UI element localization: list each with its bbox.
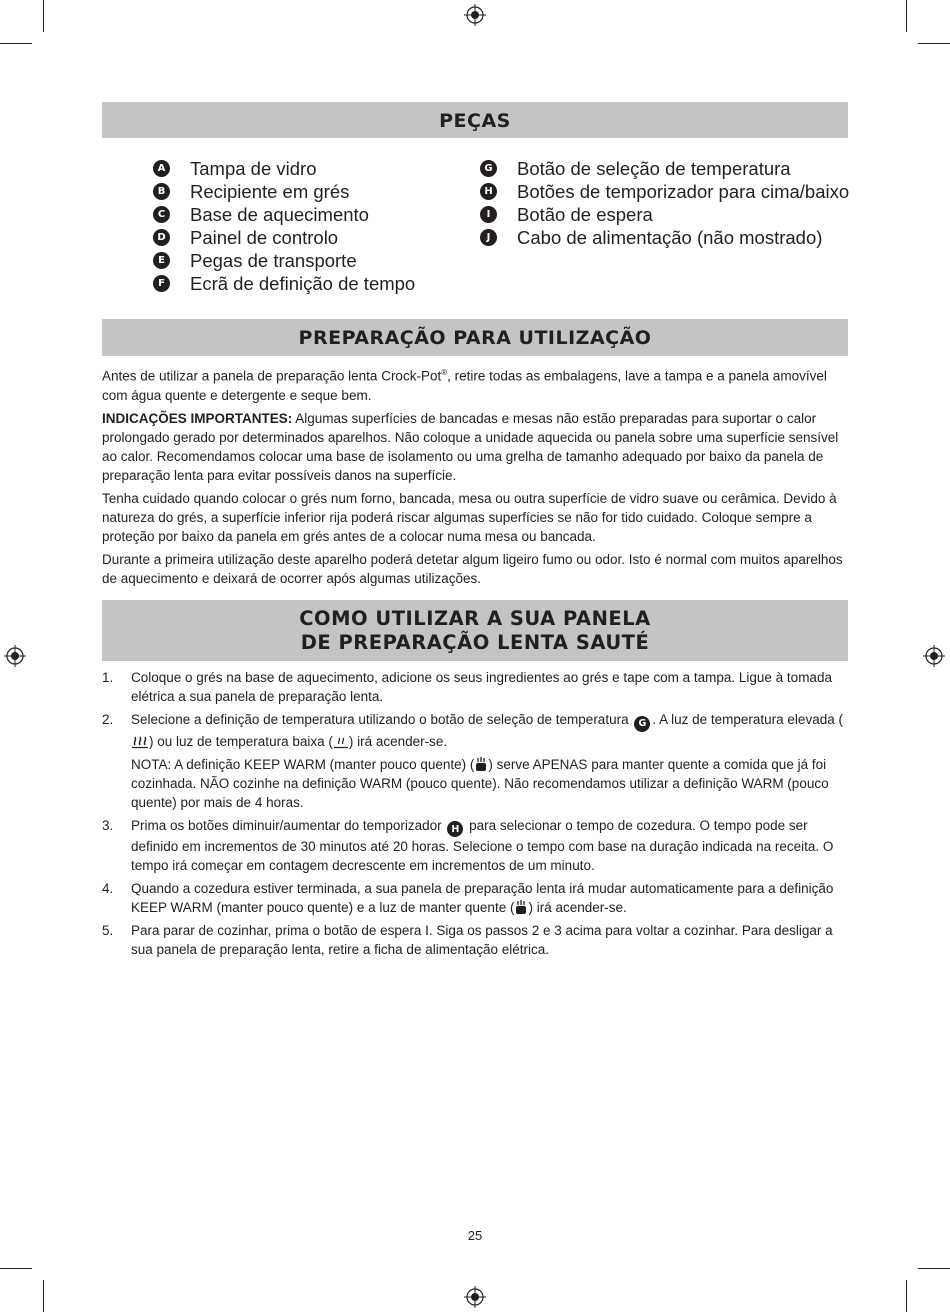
letter-badge: A [153,160,170,177]
letter-badge: D [153,229,170,246]
letter-badge: F [153,275,170,292]
letter-badge: H [480,183,497,200]
low-heat-icon [333,734,349,749]
parts-title: PEÇAS [439,110,511,132]
part-label: Tampa de vidro [190,158,317,179]
prep-section-header [102,319,848,356]
prep-text: , retire todas as embalagens, lave a tampa e a panela amovível com água quente e detergente e seque bem. [102,368,827,403]
registration-mark-icon [923,645,945,667]
list-item [153,203,415,226]
part-label: Botão de seleção de temperatura [517,158,791,179]
letter-badge: I [480,206,497,223]
part-label: Cabo de alimentação (não mostrado) [517,227,823,248]
list-item [102,879,848,917]
crop-mark [918,1268,950,1269]
step-text-part: Quando a cozedura estiver terminada, a sua panela de preparação lenta irá mudar automaticamente para a definição KEEP WARM (manter pouco quente) e a luz de manter quente ( [131,881,834,915]
howto-title-line1: COMO UTILIZAR A SUA PANELA [299,607,651,630]
step-text-part: Prima os botões diminuir/aumentar do temporizador [131,817,446,833]
howto-steps [102,668,848,963]
list-item [153,272,415,295]
prep-paragraph [102,409,850,485]
crop-mark [0,1268,32,1269]
registration-mark-icon [464,1286,486,1308]
letter-badge: H [447,821,463,837]
list-item [480,180,849,203]
part-label: Botões de temporizador para cima/baixo [517,181,850,202]
important-label: INDICAÇÕES IMPORTANTES: [102,410,293,426]
step-text: Coloque o grés na base de aquecimento, adicione os seus ingredientes ao grés e tape com a tampa. Ligue à tomada elétrica a sua panela de preparação lenta. [131,670,832,704]
prep-paragraph [102,363,850,405]
parts-list-right [480,157,849,249]
part-label: Painel de controlo [190,227,339,248]
step-text [131,710,848,751]
list-item [153,157,415,180]
step-number: 2. [102,712,114,727]
step-note [131,755,848,812]
crop-mark [43,0,44,32]
crop-mark [918,43,950,44]
step-text-part: Selecione a definição de temperatura utilizando o botão de seleção de temperatura [131,712,633,727]
prep-text: Algumas superfícies de bancadas e mesas não estão preparadas para suportar o calor prolongado gerado por determinados aparelhos. Não coloque a unidade aquecida ou panela sobre uma superfície sensível ao calor. Recomendamos colocar uma base de isolamento ou uma grelha de tamanho adequado por baixo da panela de preparação lenta para evitar possíveis danos na superfície. [102,410,839,483]
step-text-part: ) serve APENAS para manter quente a comida que já foi cozinhada. NÃO cozinhe na definição WARM (pouco quente). Não recomendamos utilizar a definição WARM (pouco quente) por mais de 4 horas. [131,756,829,810]
step-text: Para parar de cozinhar, prima o botão de espera I. Siga os passos 2 e 3 acima para voltar a cozinhar. Para desligar a sua panela de preparação lenta, retire a ficha de alimentação elétrica. [131,923,833,957]
crop-mark [906,0,907,32]
crop-mark [906,1280,907,1312]
list-item [480,203,849,226]
registration-mark-icon [4,645,26,667]
howto-title-line2: DE PREPARAÇÃO LENTA SAUTÉ [300,631,650,654]
list-item [153,226,415,249]
prep-title: PREPARAÇÃO PARA UTILIZAÇÃO [298,327,652,349]
registration-mark-icon [464,4,486,26]
letter-badge: E [153,252,170,269]
letter-badge: B [153,183,170,200]
step-text-part: ) irá acender-se. [528,900,627,915]
list-item [102,668,848,706]
part-label: Recipiente em grés [190,181,350,202]
step-text [131,816,848,876]
list-item [102,816,848,876]
prep-body [102,363,850,592]
page-number: 25 [467,1228,483,1243]
list-item [480,226,849,249]
crop-mark [0,43,32,44]
step-text-part: ) irá acender-se. [348,733,448,749]
step-text-part: para selecionar o tempo de cozedura. O tempo pode ser definido em incrementos de 30 minutos até 20 horas. Selecione o tempo com base na duração indicada na receita. O tempo irá começar em contagem decrescente em incrementos de um minuto. [131,817,834,873]
step-number: 5. [102,923,114,938]
prep-text: Tenha cuidado quando colocar o grés num forno, bancada, mesa ou outra superfície de vidro suave ou cerâmica. Devido à natureza do grés, a superfície inferior rija poderá riscar algumas superfícies se não for tido cuidado. Coloque sempre a proteção por baixo da panela em grés antes de a colocar numa mesa ou bancada. [102,490,837,544]
list-item [102,710,848,812]
parts-section-header [102,102,848,138]
howto-section-header [102,600,848,661]
registered-mark: ® [441,368,448,377]
crop-mark [43,1280,44,1312]
prep-text: Durante a primeira utilização deste aparelho poderá detetar algum ligeiro fumo ou odor. Isto é normal com muitos aparelhos de aquecimento e deixará de ocorrer após algumas utilizações. [102,551,843,586]
part-label: Botão de espera [517,204,653,225]
letter-badge: C [153,206,170,223]
letter-badge: G [480,160,497,177]
list-item [153,180,415,203]
prep-paragraph [102,489,850,546]
step-number: 1. [102,670,114,685]
letter-badge: G [634,716,650,732]
prep-text: Antes de utilizar a panela de preparação lenta Crock-Pot [102,368,442,384]
list-item [102,921,848,959]
step-text-part: . A luz de temperatura elevada ( [652,712,843,727]
step-text [131,879,848,917]
part-label: Ecrã de definição de tempo [190,273,416,294]
step-number: 4. [102,881,114,896]
keep-warm-icon [514,900,528,915]
part-label: Base de aquecimento [190,204,369,225]
part-label: Pegas de transporte [190,250,357,271]
list-item [153,249,415,272]
parts-list-left [153,157,415,295]
step-number: 3. [102,817,114,833]
keep-warm-icon [474,757,488,772]
step-text-part: ) ou luz de temperatura baixa ( [149,733,333,749]
high-heat-icon [131,734,149,749]
list-item [480,157,849,180]
letter-badge: J [480,229,497,246]
step-text-part: NOTA: A definição KEEP WARM (manter pouco quente) ( [131,756,475,772]
prep-paragraph [102,550,850,588]
